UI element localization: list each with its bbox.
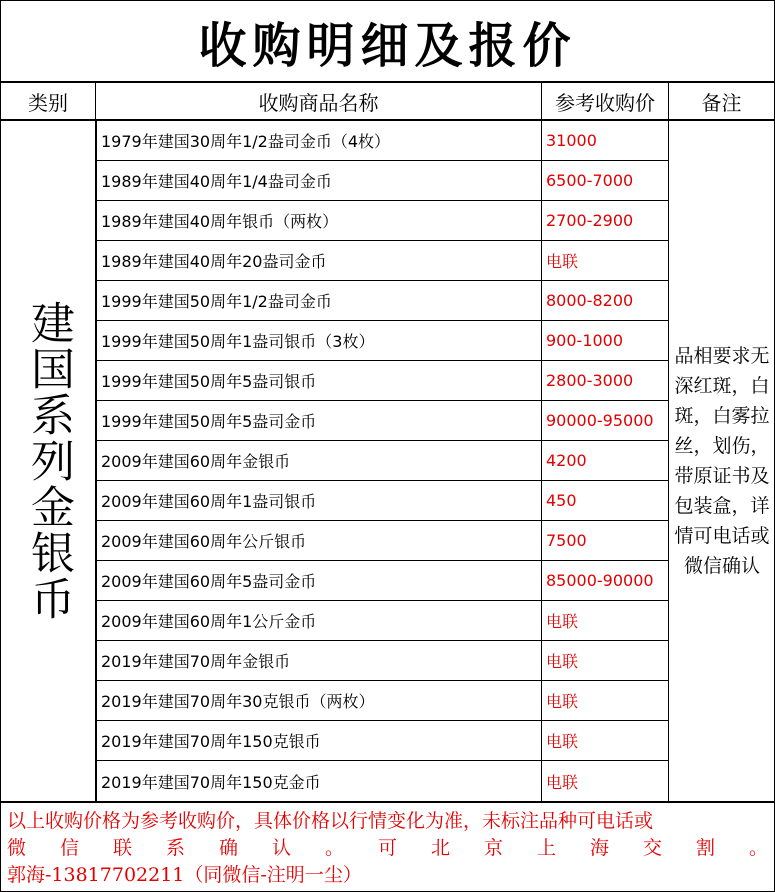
item-price: 电联 [542,761,669,801]
category-label: 建国系列金银币 [23,300,74,622]
item-name: 1979年建国30周年1/2盎司金币（4枚） [97,121,542,160]
note-text: 品相要求无深红斑，白斑，白雾拉丝，划伤，带原证书及包装盒，详情可电话或微信确认 [674,345,770,577]
table-row [97,561,669,601]
item-name: 1999年建国50周年1/2盎司金币 [97,281,542,320]
item-table [97,121,669,801]
table-row [97,401,669,441]
table-row [97,361,669,401]
header-price: 参考收购价 [542,83,669,121]
item-price: 8000-8200 [542,281,669,320]
item-price: 85000-90000 [542,561,669,600]
category-cell [1,121,97,801]
table-row [97,121,669,161]
table-row [97,681,669,721]
footer-notice [1,801,774,891]
header-note: 备注 [669,83,774,121]
table-row [97,481,669,521]
table-row [97,521,669,561]
table-row [97,201,669,241]
item-price: 电联 [542,601,669,640]
item-name: 1989年建国40周年银币（两枚） [97,201,542,240]
table-row [97,441,669,481]
item-price: 电联 [542,721,669,760]
item-name: 2019年建国70周年150克银币 [97,721,542,760]
table-row [97,321,669,361]
item-name: 2009年建国60周年金银币 [97,441,542,480]
item-name: 2009年建国60周年1公斤金币 [97,601,542,640]
item-name: 2019年建国70周年金银币 [97,641,542,680]
item-name: 2009年建国60周年5盎司金币 [97,561,542,600]
table-row [97,161,669,201]
table-row [97,241,669,281]
item-price: 电联 [542,681,669,720]
item-price: 90000-95000 [542,401,669,440]
table-row [97,601,669,641]
item-name: 2009年建国60周年1盎司银币 [97,481,542,520]
item-name: 1999年建国50周年1盎司银币（3枚） [97,321,542,360]
item-price: 6500-7000 [542,161,669,200]
item-name: 1999年建国50周年5盎司金币 [97,401,542,440]
item-name: 1989年建国40周年20盎司金币 [97,241,542,280]
item-price: 900-1000 [542,321,669,360]
item-price: 2700-2900 [542,201,669,240]
header-item-name: 收购商品名称 [96,83,542,121]
table-row [97,761,669,801]
item-price: 4200 [542,441,669,480]
item-price: 电联 [542,641,669,680]
page-title: 收购明细及报价 [1,1,774,83]
item-name: 2019年建国70周年30克银币（两枚） [97,681,542,720]
item-price: 7500 [542,521,669,560]
item-name: 1989年建国40周年1/4盎司金币 [97,161,542,200]
item-price: 31000 [542,121,669,160]
footer-line-1: 以上收购价格为参考收购价，具体价格以行情变化为准，未标注品种可电话或 [7,810,654,832]
item-price: 450 [542,481,669,520]
item-name: 2019年建国70周年150克金币 [97,761,542,801]
table-row [97,641,669,681]
header-category: 类别 [1,83,96,121]
item-name: 1999年建国50周年5盎司银币 [97,361,542,400]
item-price: 电联 [542,241,669,280]
footer-contact: 郭海-13817702211（同微信-注明一尘） [7,864,362,886]
item-price: 2800-3000 [542,361,669,400]
table-row [97,721,669,761]
footer-line-2: 微信联系确认。可北京上海交割。 [7,837,768,859]
table-row [97,281,669,321]
note-cell [670,121,774,801]
item-name: 2009年建国60周年公斤银币 [97,521,542,560]
